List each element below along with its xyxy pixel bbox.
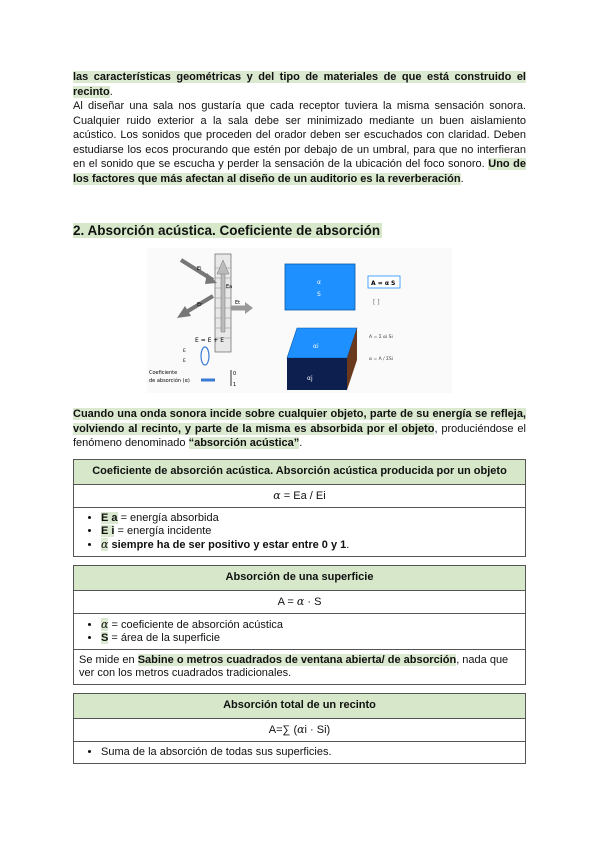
label-ea: Ea (226, 284, 233, 290)
coef-label-2: de absorción (α) (149, 378, 190, 384)
scale-top: 0 (233, 371, 237, 377)
surface-absorption-box (73, 565, 526, 685)
box2-header: Absorción de una superficie (74, 565, 526, 590)
big-formula-left: A = Σ αi Si (369, 335, 393, 340)
intro-bold-line: las características geométricas y del tipo de materiales de que está construido el recinto (73, 71, 526, 98)
box2-formula: A = α · S (74, 590, 526, 613)
loop-figure (201, 347, 209, 365)
absorption-intro-bold: Cuando una onda sonora incide sobre cualquier objeto, parte de su energía se refleja, volviendo al recinto, y parte de la misma es absorbida por el objeto (73, 408, 526, 435)
square-alpha: α (317, 279, 321, 286)
label-er: Er (197, 302, 203, 308)
box2-note: Se mide en Sabine o metros cuadrados de ventana abierta/ de absorción, nada que ver con los metros cuadrados tradicionales. (74, 649, 526, 684)
intro-bold-reverb: Uno de los factores que más afectan al diseño de un auditorio es la reverberación (73, 158, 527, 185)
list-item: • E a = energía absorbida (101, 512, 520, 525)
box2-list (79, 618, 520, 645)
surface-square (285, 264, 355, 310)
box3-header: Absorción total de un recinto (74, 693, 526, 718)
box1-formula: α = Ea / Ei (74, 484, 526, 507)
transmitted-arrow-head (245, 302, 253, 314)
list-item: • S = área de la superficie (101, 632, 520, 645)
loop-label-1: E (183, 349, 186, 354)
absorption-figure (147, 248, 452, 393)
section-title: 2. Absorción acústica. Coeficiente de absorción (73, 223, 381, 238)
loop-label-2: E (183, 359, 186, 364)
scale-bottom: 1 (233, 382, 237, 388)
absorption-intro: Cuando una onda sonora incide sobre cualquier objeto, parte de su energía se refleja, volviendo al recinto, y parte de la misma es absorbida por el objeto, produciéndose el fenómeno denominado “absorción acústica”. (73, 408, 526, 449)
list-item: • α = coeficiente de absorción acústica (101, 618, 520, 632)
box1-header: Coeficiente de absorción acústica. Absorción acústica producida por un objeto (74, 459, 526, 484)
unit-bracket: [ ] (373, 299, 380, 306)
box3-list (79, 746, 520, 759)
absorption-coefficient-box (73, 459, 526, 557)
label-et: Et (235, 300, 241, 306)
coef-label-1: Coeficiente (149, 370, 178, 376)
list-item: • Suma de la absorción de todas sus superficies. (101, 746, 520, 759)
box1-list (79, 512, 520, 552)
square-s: S (317, 291, 321, 298)
cube-front (287, 358, 347, 390)
absorption-diagram (147, 248, 452, 393)
cube-front-label: αj (307, 375, 313, 382)
big-formula-right: α = A / ΣSi (369, 357, 394, 362)
total-absorption-box (73, 693, 526, 764)
list-item: • α siempre ha de ser positivo y estar entre 0 y 1. (101, 538, 520, 552)
absorbed-arrow-shaft (221, 272, 225, 332)
document-page (73, 70, 526, 764)
absorption-term: “absorción acústica” (188, 437, 300, 449)
cube-top-label: αi (313, 343, 319, 350)
box3-list-cell (74, 741, 526, 763)
intro-paragraph: las características geométricas y del tipo de materiales de que está construido el recinto. Al diseñar una sala nos gustaría que cada receptor tuviera la misma sensación sonora. Cualquier ruido exterior a la sala debe ser minimizado mediante un buen aislamiento acústico. Los sonidos que proceden del orador deben ser escuchados con claridad. Deben estudiarse los ecos procurando que estén por debajo de un umbral, para que no interfieran en el sonido que se escucha y perder la sensación de la ubicación del foco sonoro. Uno de los factores que más afectan al diseño de un auditorio es la reverberación. (73, 71, 527, 185)
label-ei: Ei (197, 266, 202, 272)
list-item: • E i = energía incidente (101, 525, 520, 538)
box1-list-cell (74, 507, 526, 556)
cube-top (287, 328, 357, 358)
energy-balance: E = E + E (195, 337, 225, 344)
box3-formula: A=∑ (αi · Si) (74, 718, 526, 741)
intro-body: Al diseñar una sala nos gustaría que cada receptor tuviera la misma sensación sonora. Cualquier ruido exterior a la sala debe ser minimizado mediante un buen aislamiento acústico. Los sonidos que proceden del orador deben ser escuchados con claridad. Deben estudiarse los ecos procurando que estén por debajo de un umbral, para que no interfieran en el sonido que se escucha y perder la sensación de la ubicación del foco sonoro. (73, 100, 526, 170)
formula-a: A = α S (371, 280, 396, 287)
box2-list-cell (74, 613, 526, 649)
